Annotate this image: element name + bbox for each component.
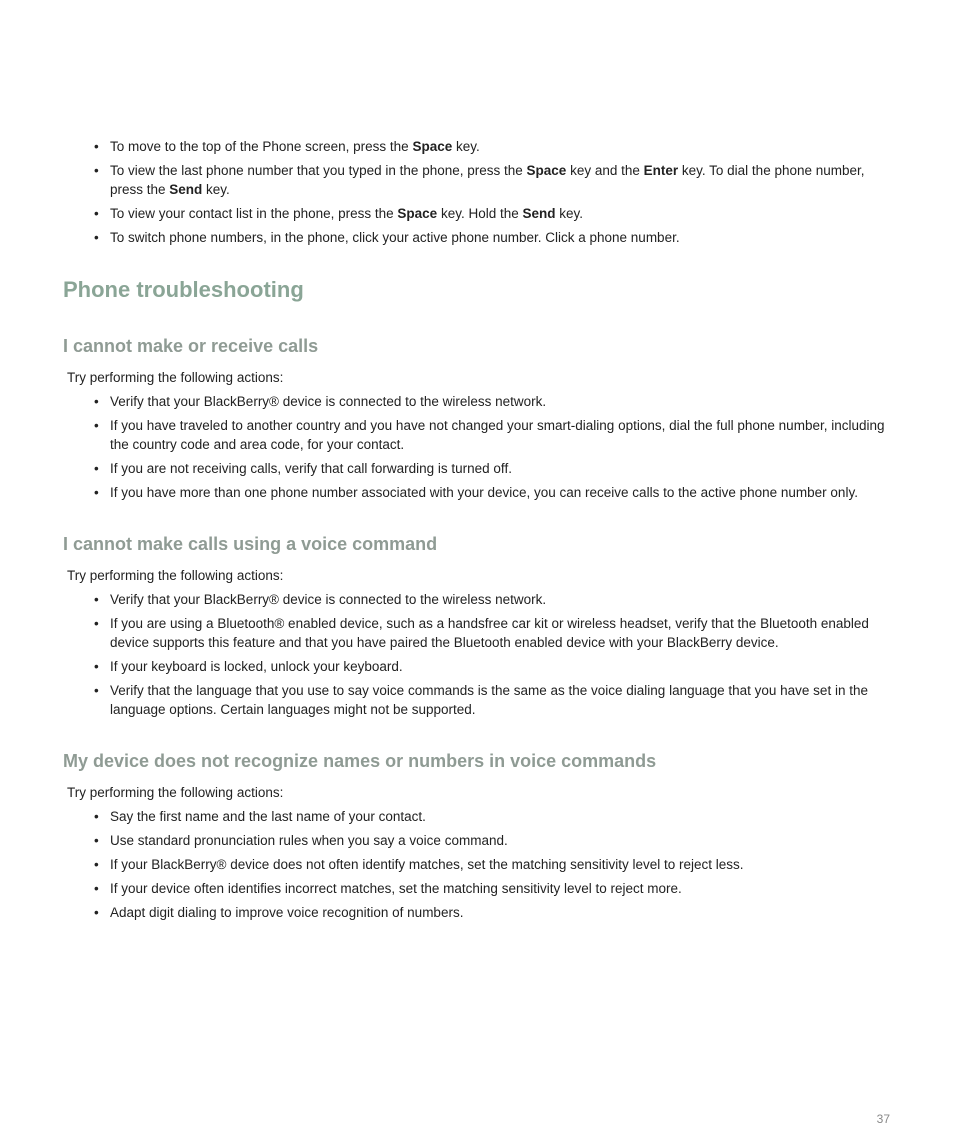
list-item: • Verify that your BlackBerry® device is connected to the wireless network. <box>92 392 892 411</box>
section-list <box>92 807 892 927</box>
section-intro: Try performing the following actions: <box>67 568 284 583</box>
phone-tips-list <box>92 137 892 252</box>
list-item: • Say the first name and the last name of your contact. <box>92 807 892 826</box>
section-heading: I cannot make calls using a voice command <box>63 534 438 554</box>
list-item: • Use standard pronunciation rules when you say a voice command. <box>92 831 892 850</box>
list-item: • If your device often identifies incorrect matches, set the matching sensitivity level to reject more. <box>92 879 892 898</box>
main-heading: Phone troubleshooting <box>63 277 304 302</box>
list-item: • Verify that your BlackBerry® device is connected to the wireless network. <box>92 590 892 609</box>
page-number: 37 <box>876 1112 890 1126</box>
list-item: • Verify that the language that you use to say voice commands is the same as the voice dialing language that you have set in the language options. Certain languages might not be supported. <box>92 681 892 719</box>
list-item: • To move to the top of the Phone screen, press the Space key. <box>92 137 892 156</box>
list-item: • If you have more than one phone number associated with your device, you can receive calls to the active phone number only. <box>92 483 892 502</box>
section-intro: Try performing the following actions: <box>67 370 284 385</box>
section-list <box>92 392 892 507</box>
list-item: • Adapt digit dialing to improve voice recognition of numbers. <box>92 903 892 922</box>
list-item: • If you are not receiving calls, verify that call forwarding is turned off. <box>92 459 892 478</box>
section-intro: Try performing the following actions: <box>67 785 284 800</box>
section-list <box>92 590 892 724</box>
list-item: • To view your contact list in the phone, press the Space key. Hold the Send key. <box>92 204 892 223</box>
section-heading: My device does not recognize names or numbers in voice commands <box>63 751 657 771</box>
section-heading: I cannot make or receive calls <box>63 336 319 356</box>
list-item: • If your BlackBerry® device does not often identify matches, set the matching sensitivity level to reject less. <box>92 855 892 874</box>
list-item: • To view the last phone number that you typed in the phone, press the Space key and the Enter key. To dial the phone number, press the Send key. <box>92 161 892 199</box>
list-item: • If you are using a Bluetooth® enabled device, such as a handsfree car kit or wireless headset, verify that the Bluetooth enabled device supports this feature and that you have paired the Bluetooth enabled device with your BlackBerry device. <box>92 614 892 652</box>
list-item: • If your keyboard is locked, unlock your keyboard. <box>92 657 892 676</box>
list-item: • To switch phone numbers, in the phone, click your active phone number. Click a phone number. <box>92 228 892 247</box>
list-item: • If you have traveled to another country and you have not changed your smart-dialing options, dial the full phone number, including the country code and area code, for your contact. <box>92 416 892 454</box>
